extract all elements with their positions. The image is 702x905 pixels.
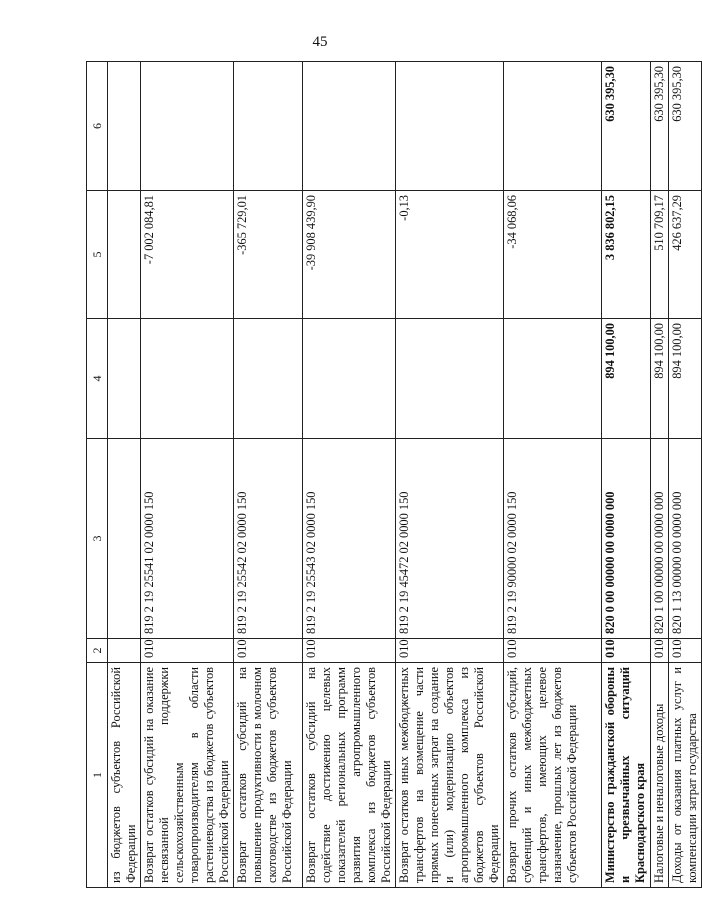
table-header-row: [87, 62, 108, 888]
row-value4-cell: [303, 319, 396, 439]
table-row: [669, 62, 702, 888]
row-value5-cell: -7 002 084,81: [141, 191, 234, 319]
rotated-table-container: [86, 62, 699, 888]
row-name-cell: Возврат остатков субсидий на оказание несвязанной поддержки сельскохозяйственным товаропроизводителям в области растениеводства из бюджетов субъектов Российской Федерации: [141, 663, 234, 888]
row-value6-cell: [504, 62, 602, 191]
row-name-cell: Возврат остатков иных межбюджетных трансфертов на возмещение части прямых понесенных затрат на создание и (или) модернизацию объектов агропромышленного комплекса из бюджетов субъектов Российской Федерации: [396, 663, 504, 888]
row-admin-cell: 010: [141, 639, 234, 663]
row-value4-cell: [504, 319, 602, 439]
row-value4-cell: 894 100,00: [669, 319, 702, 439]
row-value4-cell: 894 100,00: [602, 319, 651, 439]
row-admin-cell: [108, 639, 141, 663]
row-value4-cell: 894 100,00: [651, 319, 669, 439]
row-code-cell: 819 2 19 45472 02 0000 150: [396, 439, 504, 639]
row-name-cell: Налоговые и неналоговые доходы: [651, 663, 669, 888]
row-name-cell: Доходы от оказания платных услуг и компенсации затрат государства: [669, 663, 702, 888]
table-row: [108, 62, 141, 888]
budget-table: [86, 61, 702, 888]
header-cell: 5: [87, 191, 108, 319]
row-admin-cell: 010: [669, 639, 702, 663]
header-cell: 3: [87, 439, 108, 639]
table-row: [504, 62, 602, 888]
row-code-cell: 819 2 19 25543 02 0000 150: [303, 439, 396, 639]
header-cell: 4: [87, 319, 108, 439]
row-code-cell: 819 2 19 25542 02 0000 150: [234, 439, 303, 639]
row-value6-cell: [108, 62, 141, 191]
row-admin-cell: 010: [651, 639, 669, 663]
row-admin-cell: 010: [504, 639, 602, 663]
row-code-cell: 819 2 19 90000 02 0000 150: [504, 439, 602, 639]
table-row: [651, 62, 669, 888]
table-row: [396, 62, 504, 888]
table-row: [141, 62, 234, 888]
row-name-cell: Возврат остатков субсидий на содействие достижению целевых показателей региональных программ развития агропромышленного комплекса из бюджетов субъектов Российской Федерации: [303, 663, 396, 888]
row-value6-cell: [396, 62, 504, 191]
row-name-cell: Возврат прочих остатков субсидий, субвенций и иных межбюджетных трансфертов, имеющих целевое назначение, прошлых лет из бюджетов субъектов Российской Федерации: [504, 663, 602, 888]
table-row: [303, 62, 396, 888]
row-name-cell: Министерство гражданской обороны и чрезвычайных ситуаций Краснодарского края: [602, 663, 651, 888]
row-value6-cell: 630 395,30: [651, 62, 669, 191]
row-value5-cell: -0,13: [396, 191, 504, 319]
row-value6-cell: [303, 62, 396, 191]
row-admin-cell: 010: [602, 639, 651, 663]
row-value6-cell: [141, 62, 234, 191]
row-value6-cell: 630 395,30: [602, 62, 651, 191]
row-value5-cell: -34 068,06: [504, 191, 602, 319]
header-cell: 2: [87, 639, 108, 663]
row-admin-cell: 010: [396, 639, 504, 663]
row-value5-cell: 426 637,29: [669, 191, 702, 319]
row-value5-cell: [108, 191, 141, 319]
row-value4-cell: [396, 319, 504, 439]
row-value5-cell: 3 836 802,15: [602, 191, 651, 319]
row-value6-cell: 630 395,30: [669, 62, 702, 191]
row-code-cell: 820 0 00 00000 00 0000 000: [602, 439, 651, 639]
row-value5-cell: -39 908 439,90: [303, 191, 396, 319]
row-value4-cell: [108, 319, 141, 439]
page-number: 45: [312, 34, 328, 50]
row-code-cell: 820 1 00 00000 00 0000 000: [651, 439, 669, 639]
row-code-cell: [108, 439, 141, 639]
table-row-ministry-total: [602, 62, 651, 888]
row-code-cell: 820 1 13 00000 00 0000 000: [669, 439, 702, 639]
table-row: [234, 62, 303, 888]
row-value4-cell: [234, 319, 303, 439]
table-frame: [86, 62, 699, 888]
header-cell: 6: [87, 62, 108, 191]
row-admin-cell: 010: [303, 639, 396, 663]
row-value6-cell: [234, 62, 303, 191]
row-name-cell: Возврат остатков субсидий на повышение продуктивности в молочном скотоводстве из бюджетов субъектов Российской Федерации: [234, 663, 303, 888]
row-value5-cell: -365 729,01: [234, 191, 303, 319]
row-code-cell: 819 2 19 25541 02 0000 150: [141, 439, 234, 639]
row-name-cell: из бюджетов субъектов Российской Федерации: [108, 663, 141, 888]
row-value4-cell: [141, 319, 234, 439]
row-admin-cell: 010: [234, 639, 303, 663]
header-cell: 1: [87, 663, 108, 888]
row-value5-cell: 510 709,17: [651, 191, 669, 319]
